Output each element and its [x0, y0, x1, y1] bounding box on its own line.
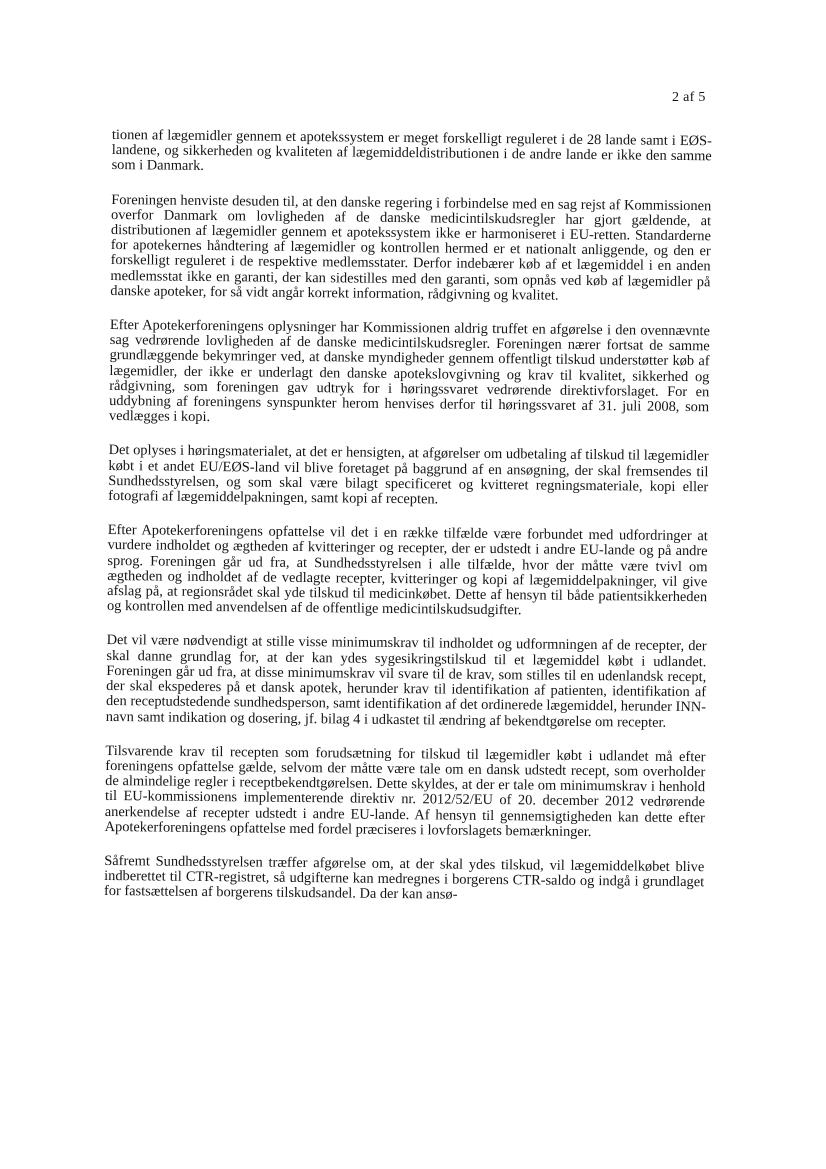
paragraph-8: Såfremt Sundhedsstyrelsen træffer afgørelse om, at der skal ydes tilskud, vil lægemiddelkøbet blive indberettet til CTR-registret, så udgifterne kan medregnes i borgerens CTR-saldo og indgå i grundlaget for fastsættelsen af borgerens tilskudsandel. Da der kan ansø- — [103, 852, 705, 903]
paragraph-1: tionen af lægemidler gennem et apotekssystem er meget forskelligt reguleret i de 28 lande samt i EØS-landene, og sikkerheden og kvaliteten af lægemiddeldistributionen i de andre lande er ikke den samme som i Danmark. — [111, 127, 712, 175]
paragraph-5: Efter Apotekerforeningens opfattelse vil det i en række tilfælde være forbundet med udfordringer at vurdere indholdet og ægtheden af kvitteringer og recepter, der er udstedt i andre EU-lande og på andre sprog. Foreningen går ud fra, at Sundhedsstyrelsen i alle tilfælde, hvor der måtte være tvivl om ægtheden og indholdet af de vedlagte recepter, kvitteringer og kopi af lægemiddelpakninger, vil give afslag på, at regionsrådet skal yde tilskud til medicinkøbet. Dette af hensyn til både patientsikkerheden og kontrollen med anvendelsen af de offentlige medicintilskudsudgifter. — [106, 522, 708, 619]
paragraph-7: Tilsvarende krav til recepten som forudsætning for tilskud til lægemidler købt i udlandet må efter foreningens opfattelse gælde, selvom der måtte være tale om en dansk udstedt recept, som overholder de almindelige regler i receptbekendtgørelsen. Dette skyldes, at der er tale om minimumskrav i henhold til EU-kommissionens implementerende direktiv nr. 2012/52/EU of 20. december 2012 vedrørende anerkendelse af recepter udstedt i andre EU-lande. Af hensyn til gennemsigtigheden kan dette efter Apotekerforeningens opfattelse med fordel præciseres i lovforslagets bemærkninger. — [104, 742, 706, 840]
letter-body — [104, 128, 712, 925]
paragraph-4: Det oplyses i høringsmaterialet, at det er hensigten, at afgørelser om udbetaling af tilskud til lægemidler købt i et andet EU/EØS-land vil blive foretaget på baggrund af en ansøgning, der skal fremsendes til Sundhedsstyrelsen, og som skal være bilagt specificeret og kvitteret regningsmateriale, kopi eller fotografi af lægemiddelpakningen, samt kopi af recepten. — [108, 442, 709, 508]
paragraph-2: Foreningen henviste desuden til, at den danske regering i forbindelse med en sag rejst af Kommissionen overfor Danmark om lovligheden af de danske medicintilskudsregler har gjort gældende, at distributionen af lægemidler gennem et apotekssystem ikke er harmoniseret i EU-retten. Standarderne for apotekernes håndtering af lægemidler og kontrollen hermed er et nationalt anliggende, og den er forskelligt reguleret i de respektive medlemsstater. Derfor indebærer køb af et lægemiddel i en anden medlemsstat ikke en garanti, der kan sidestilles med den garanti, som opnås ved køb af lægemidler på danske apoteker, for så vidt angår korrekt information, rådgivning og kvalitet. — [110, 191, 712, 304]
page-number: 2 af 5 — [672, 90, 706, 105]
paragraph-6: Det vil være nødvendigt at stille visse minimumskrav til indholdet og udformningen af de recepter, der skal danne grundlag for, at der kan ydes sygesikringstilskud til et lægemiddel købt i udlandet. Foreningen går ud fra, at disse minimumskrav vil svare til de krav, som stilles til en udenlandsk recept, der skal ekspederes på et dansk apotek, herunder krav til identifikation af patienten, identifikation af den receptudstedende sundhedsperson, samt identifikation af det ordinerede lægemiddel, herunder INN-navn samt indikation og dosering, jf. bilag 4 i udkastet til ændring af bekendtgørelse om recepter. — [105, 632, 707, 731]
paragraph-3: Efter Apotekerforeningens oplysninger har Kommissionen aldrig truffet en afgørelse i den ovennævnte sag vedrørende lovligheden af de danske medicintilskudsregler. Foreningen nærer fortsat de samme grundlæggende bekymringer ved, at danske myndigheder gennem offentligt tilskud understøtter køb af lægemidler, der ikke er underlagt den danske apotekslovgivning og krav til kvalitet, sikkerhed og rådgivning, som foreningen gav udtryk for i høringssvaret vedrørende direktivforslaget. For en uddybning af foreningens synspunkter herom henvises derfor til høringssvaret af 31. juli 2008, som vedlægges i kopi. — [108, 317, 710, 426]
